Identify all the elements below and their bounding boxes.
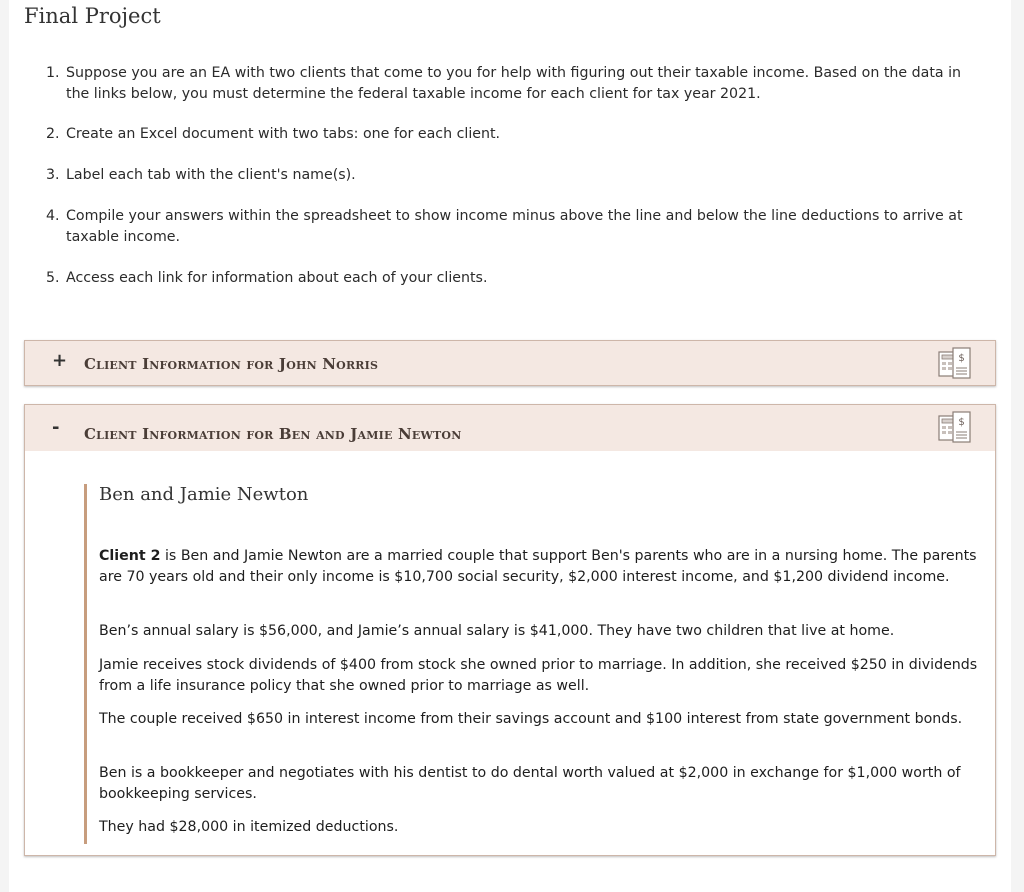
accordion-header-john-norris[interactable] <box>25 341 995 385</box>
accordion-title[interactable]: Client Information for John Norris <box>84 355 379 373</box>
accordion-header-ben-jamie-newton[interactable] <box>25 405 995 451</box>
client-intro-text: is Ben and Jamie Newton are a married couple that support Ben's parents who are in a nursing home. The parents are 70 years old and their only income is $10,700 social security, $2,000 interest income, and $1,200 dividend income. <box>99 548 977 585</box>
client-intro-paragraph <box>99 546 979 587</box>
svg-text:$: $ <box>958 417 965 428</box>
list-item-text: Compile your answers within the spreadsheet to show income minus above the line and below the line deductions to arrive at taxable income. <box>66 208 963 245</box>
salary-paragraph: Ben’s annual salary is $56,000, and Jamie’s annual salary is $41,000. They have two children that live at home. <box>99 623 895 639</box>
list-item-number: 4. <box>46 208 60 224</box>
list-item-number: 2. <box>46 126 60 142</box>
list-item-number: 3. <box>46 167 60 183</box>
list-item-text: Suppose you are an EA with two clients that come to you for help with figuring out their taxable income. Based on the data in the links below, you must determine the federal taxable income for each client for tax year 2021. <box>66 65 962 102</box>
accordion-content <box>25 451 995 855</box>
list-item-number: 1. <box>46 65 60 81</box>
expand-toggle-icon[interactable]: + <box>52 350 68 371</box>
list-item-number: 5. <box>46 270 60 286</box>
accounting-icon <box>937 408 973 446</box>
deductions-paragraph: They had $28,000 in itemized deductions. <box>99 819 399 835</box>
client-name-heading: Ben and Jamie Newton <box>99 484 309 505</box>
interest-paragraph: The couple received $650 in interest income from their savings account and $100 interest from state government bonds. <box>99 711 963 727</box>
accordion-title[interactable]: Client Information for Ben and Jamie Newton <box>84 425 462 443</box>
list-item <box>46 124 986 145</box>
page <box>9 0 1011 892</box>
accordion-ben-jamie-newton <box>24 404 996 856</box>
list-item <box>46 63 986 104</box>
list-item-text: Access each link for information about each of your clients. <box>66 270 488 286</box>
collapse-toggle-icon[interactable]: - <box>52 417 60 438</box>
dividends-paragraph: Jamie receives stock dividends of $400 from stock she owned prior to marriage. In addition, she received $250 in dividends from a life insurance policy that she owned prior to marriage as well. <box>99 657 978 694</box>
barter-paragraph: Ben is a bookkeeper and negotiates with his dentist to do dental worth valued at $2,000 in exchange for $1,000 worth of bookkeeping services. <box>99 765 961 802</box>
list-item <box>46 206 986 247</box>
svg-text:$: $ <box>958 353 965 364</box>
list-item <box>46 268 986 289</box>
list-item <box>46 165 986 186</box>
client-label: Client 2 <box>99 548 161 564</box>
page-title: Final Project <box>24 4 161 28</box>
client-info-blockquote <box>84 484 977 844</box>
accounting-icon <box>937 344 973 382</box>
list-item-text: Create an Excel document with two tabs: one for each client. <box>66 126 501 142</box>
list-item-text: Label each tab with the client's name(s). <box>66 167 356 183</box>
accordion-john-norris <box>24 340 996 386</box>
